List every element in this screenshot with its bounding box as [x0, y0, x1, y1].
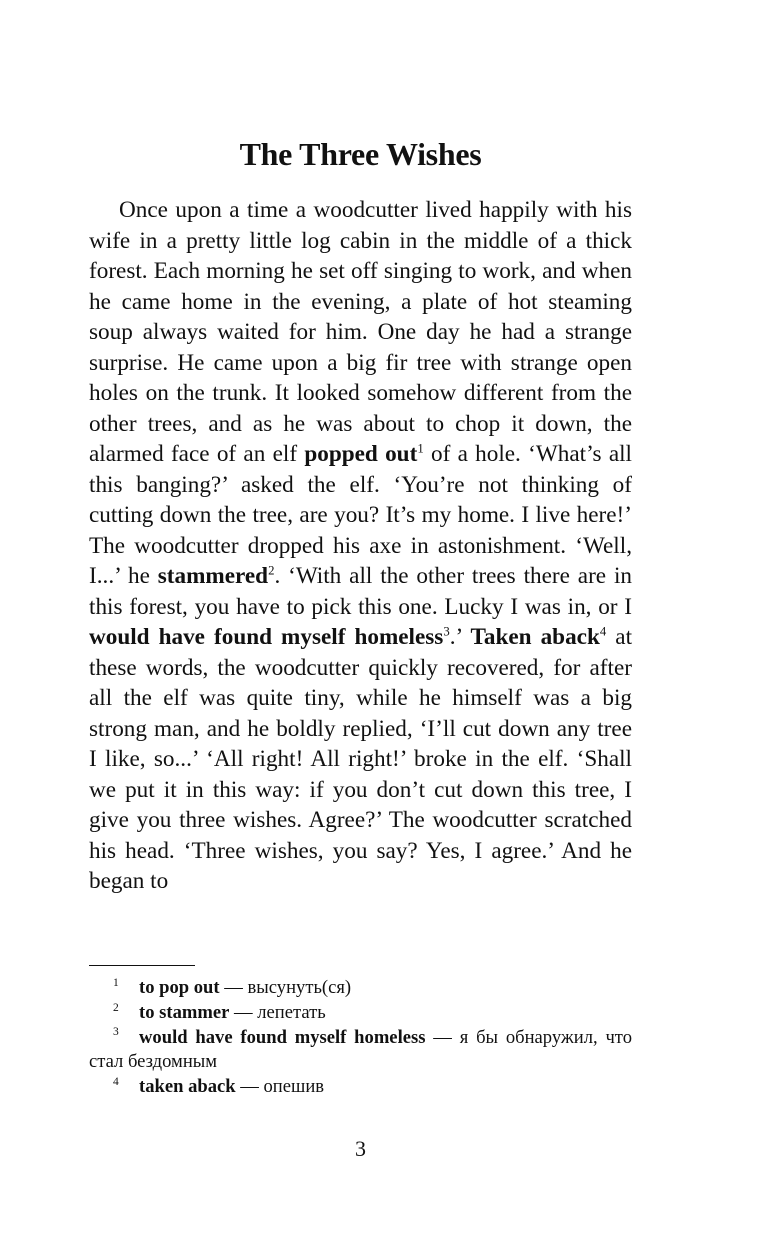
- body-text-segment: of a hole. ‘What’s all this banging?’ asked the elf. ‘You’re not thinking of cutting down the tree, are you? It’s my home. I live here!’ The woodcutter dropped his axe in astonishment. ‘Well, I...’ he: [89, 441, 632, 589]
- body-text-segment: . ‘With all the other trees there are in this forest, you have to pick this one. Lucky I was in, or I: [89, 563, 632, 620]
- story-title: The Three Wishes: [239, 136, 482, 172]
- footnote-term: would have found myself homeless: [139, 1026, 426, 1048]
- footnote-translation: я бы обнаружил, что стал бездомным: [89, 1026, 632, 1073]
- footnote-separator: —: [235, 1076, 264, 1098]
- story-body: [89, 195, 632, 897]
- glossary-term-taken-aback: Taken aback: [470, 624, 600, 650]
- footnote-term: to stammer: [139, 1001, 230, 1023]
- glossary-term-popped-out: popped out: [304, 441, 418, 467]
- footnote-divider: [89, 965, 195, 966]
- footnote-item: 1 to pop out — высунуть(ся): [113, 976, 352, 998]
- footnote-item: 4 taken aback — опешив: [113, 1076, 325, 1098]
- footnote-separator: —: [229, 1001, 258, 1023]
- footnote-ref-3: 3: [443, 624, 450, 639]
- footnote-term: taken aback: [139, 1076, 236, 1098]
- footnote-translation: высунуть(ся): [247, 977, 352, 998]
- footnote-term: to pop out: [139, 977, 220, 998]
- footnote-ref-4: 4: [599, 624, 607, 639]
- page-number: 3: [355, 1136, 366, 1161]
- body-text-segment: .’: [449, 624, 471, 650]
- footnote-translation: лепетать: [257, 1001, 326, 1023]
- footnote-ref-2: 2: [268, 563, 275, 578]
- body-text-segment: Once upon a time a woodcutter lived happily with his wife in a pretty little log cabin in the middle of a thick forest. Each morning he set off singing to work, and when he came home in the evening, a plate of hot steaming soup always waited for him. One day he had a strange surprise. He came upon a big fir tree with strange open holes on the trunk. It looked somehow different from the other trees, and as he was about to chop it down, the alarmed face of an elf: [89, 197, 632, 467]
- footnote-translation: опешив: [263, 1076, 325, 1098]
- footnote-separator: —: [425, 1026, 460, 1048]
- footnote-item: 3 would have found myself homeless — я бы обнаружил, что стал бездомным: [89, 1026, 632, 1073]
- footnotes-list: [89, 976, 632, 1100]
- book-page: [89, 0, 632, 1241]
- glossary-term-homeless: would have found myself homeless: [89, 624, 444, 650]
- footnote-item: 2 to stammer — лепетать: [113, 1001, 326, 1023]
- body-text-segment: at these words, the woodcutter quickly recovered, for after all the elf was quite tiny, while he himself was a big strong man, and he boldly replied, ‘I’ll cut down any tree I like, so...’ ‘All right! All right!’ broke in the elf. ‘Shall we put it in this way: if you don’t cut down this tree, I give you three wishes. Agree?’ The woodcutter scratched his head. ‘Three wishes, you say? Yes, I agree.’ And he began to: [89, 624, 633, 894]
- footnote-ref-1: 1: [417, 441, 424, 456]
- footnote-separator: —: [219, 977, 248, 998]
- glossary-term-stammered: stammered: [157, 563, 269, 589]
